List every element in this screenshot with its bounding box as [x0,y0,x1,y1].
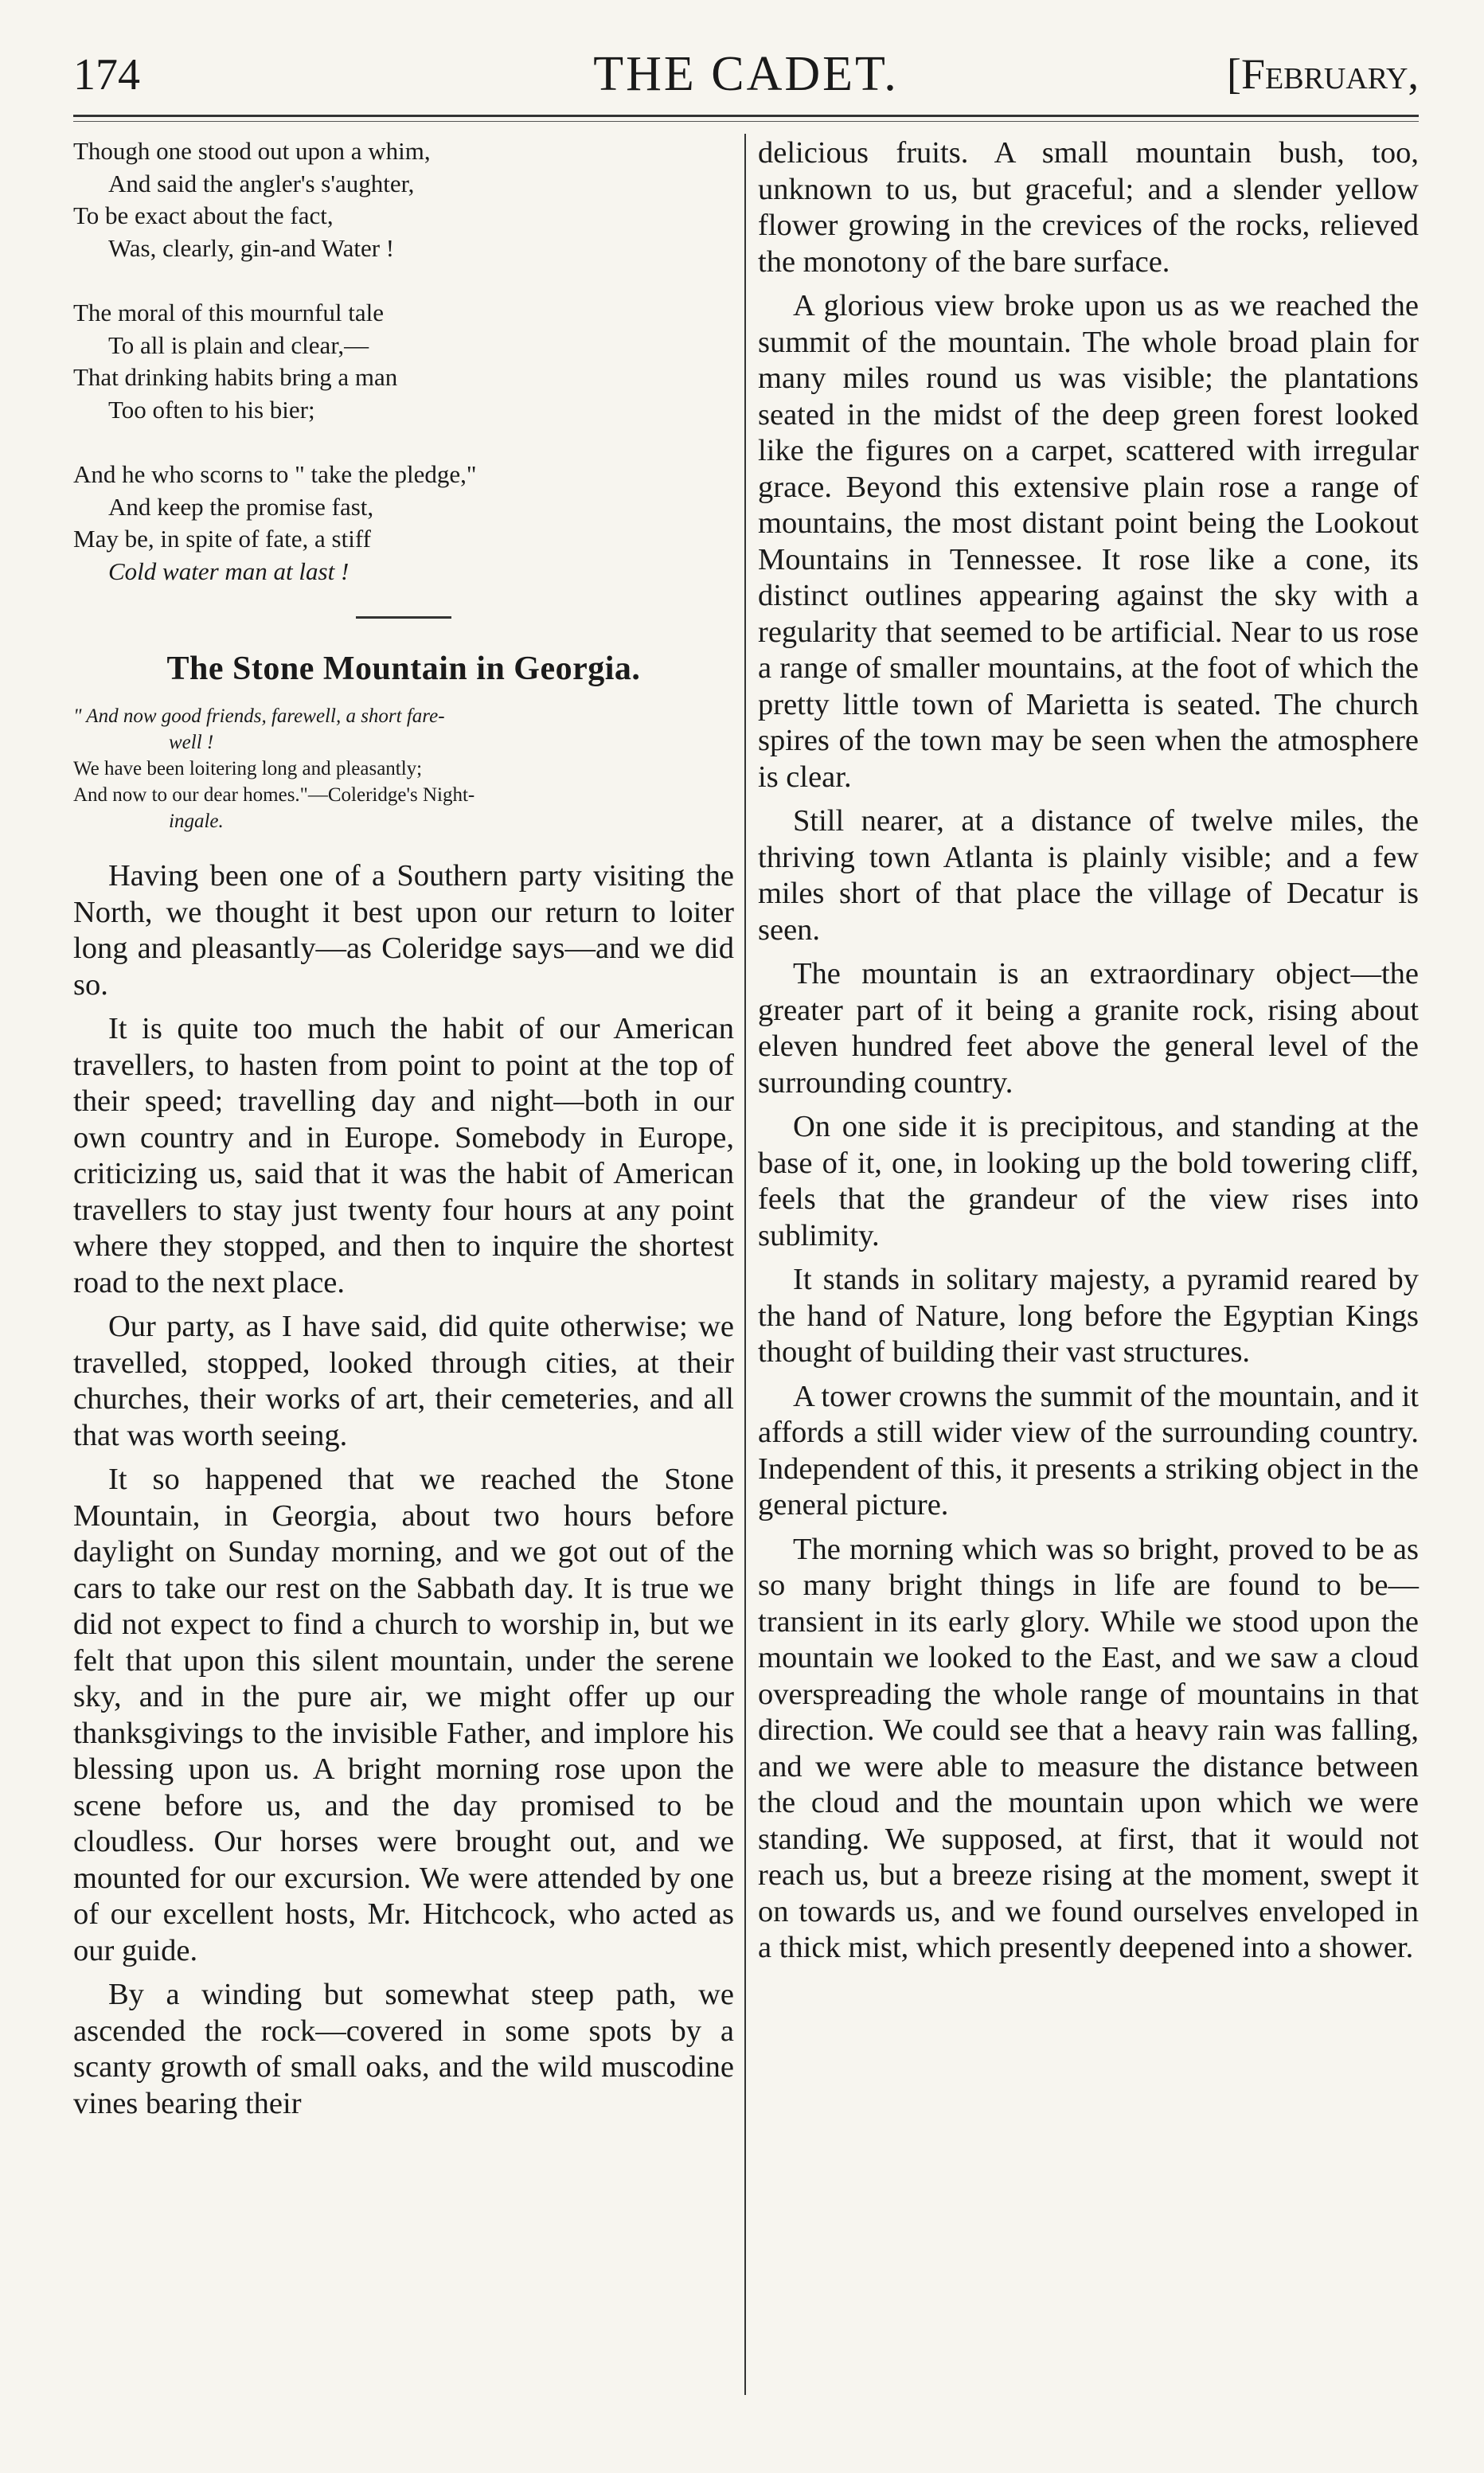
epigraph [73,703,734,834]
epigraph-line: And now to our dear homes."—Coleridge's Night- [73,784,475,806]
epigraph-line: We have been loitering long and pleasantly; [73,758,423,779]
paragraph: It stands in solitary majesty, a pyramid reared by the hand of Nature, long before the Egyptian Kings thought of building their vast structures. [758,1263,1419,1369]
poem-line: May be, in spite of fate, a stiff [73,525,371,553]
magazine-page [73,32,1419,2436]
poem-line: To be exact about the fact, [73,201,334,229]
poem-line: The moral of this mournful tale [73,299,384,326]
running-header [73,32,1419,111]
publication-title: THE CADET. [593,47,899,101]
paragraph-continued: delicious fruits. A small mountain bush, too, unknown to us, but graceful; and a slender yellow flower growing in the crevices of the rocks, relieved the monotony of the bare surface. [758,136,1419,279]
epigraph-line: ingale. [169,811,224,832]
paragraph: It so happened that we reached the Stone Mountain, in Georgia, about two hours before daylight on Sunday morning, and we got out of the cars to take our rest on the Sabbath day. It is true we did not expect to find a church to worship in, but we felt that upon this silent mountain, under the serene sky, and in the pure air, we might offer up our thanksgivings to the invisible Father, and implore his blessing upon us. A bright morning rose upon the scene before us, and the day promised to be cloudless. Our horses were brought out, and we mounted for our excursion. We were attended by one of our excellent hosts, Mr. Hitchcock, who acted as our guide. [73,1463,734,1967]
poem-line: Though one stood out upon a whim, [73,137,431,165]
paragraph: The mountain is an extraordinary object—the greater part of it being a granite rock, rising about eleven hundred feet above the general level of the surrounding country. [758,957,1419,1100]
article-title: The Stone Mountain in Georgia. [166,650,641,687]
section-divider [356,616,451,619]
paragraph: It is quite too much the habit of our American travellers, to hasten from point to point at the top of their speed; travelling day and night—both in our own country and in Europe. Somebody in Europe, criticizing us, said that it was the habit of American travellers to stay just twenty four hours at any point where they stopped, and then to inquire the shortest road to the next place. [73,1012,734,1299]
epigraph-line: well ! [169,732,214,753]
paragraph: A glorious view broke upon us as we reached the summit of the mountain. The whole broad plain for many miles round us was visible; the plantations seated in the midst of the deep green forest looked like the figures on a carpet, scattered with irregular grace. Beyond this extensive plain rose a range of mountains, the most distant point being the Lookout Mountains in Tennessee. It rose like a cone, its distinct outlines appearing against the sky with a regularity that seemed to be artificial. Near to us rose a range of smaller mountains, at the foot of which the pretty little town of Marietta is seated. The church spires of the town may be seen when the atmosphere is clear. [758,289,1419,794]
poem-line: Cold water man at last ! [108,557,350,585]
page-number: 174 [73,50,140,100]
poem-line: To all is plain and clear,— [108,330,369,359]
paragraph: By a winding but somewhat steep path, we ascended the rock—covered in some spots by a scanty growth of small oaks, and the wild muscodine vines bearing their [73,1978,734,2120]
column-divider [744,134,746,2395]
paragraph: The morning which was so bright, proved to be as so many bright things in life are found to be—transient in its early glory. While we stood upon the mountain we looked to the East, and we saw a cloud overspreading the whole range of mountains in that direction. We could see that a heavy rain was falling, and we were able to measure the distance between the cloud and the mountain upon which we were standing. We supposed, at first, that it would not reach us, but a breeze rising at the moment, swept it on towards us, and we found ourselves enveloped in a thick mist, which presently deepened into a shower. [758,1532,1419,1964]
paragraph: A tower crowns the summit of the mountain, and it affords a still wider view of the surrounding country. Independent of this, it presents a striking object in the general picture. [758,1379,1419,1522]
poem-stanza [73,135,734,264]
header-rule-thin [73,121,1419,122]
header-rule [73,115,1419,117]
issue-month: [February, [1227,50,1419,98]
right-column [758,135,1419,1975]
poem-line: That drinking habits bring a man [73,363,398,391]
poem-stanza [73,297,734,426]
poem-stanza [73,459,734,588]
poem-line: And he who scorns to " take the pledge," [73,460,477,488]
paragraph: On one side it is precipitous, and standing at the base of it, one, in looking up the bold towering cliff, feels that the grandeur of the view rises into sublimity. [758,1110,1419,1252]
poem-line: Too often to his bier; [108,395,315,424]
poem-line: And said the angler's s'aughter, [108,169,415,197]
paragraph: Still nearer, at a distance of twelve miles, the thriving town Atlanta is plainly visible; and a few miles short of that place the village of Decatur is seen. [758,804,1419,947]
paragraph: Having been one of a Southern party visiting the North, we thought it best upon our return to loiter long and pleasantly—as Coleridge says—and we did so. [73,859,734,1002]
poem-line: And keep the promise fast, [108,492,374,521]
paragraph: Our party, as I have said, did quite otherwise; we travelled, stopped, looked through cities, at their churches, their works of art, their cemeteries, and all that was worth seeing. [73,1310,734,1452]
epigraph-line: " And now good friends, farewell, a short fare- [73,705,445,727]
poem [73,135,734,588]
left-column [73,135,734,2130]
poem-line: Was, clearly, gin-and Water ! [108,233,395,262]
